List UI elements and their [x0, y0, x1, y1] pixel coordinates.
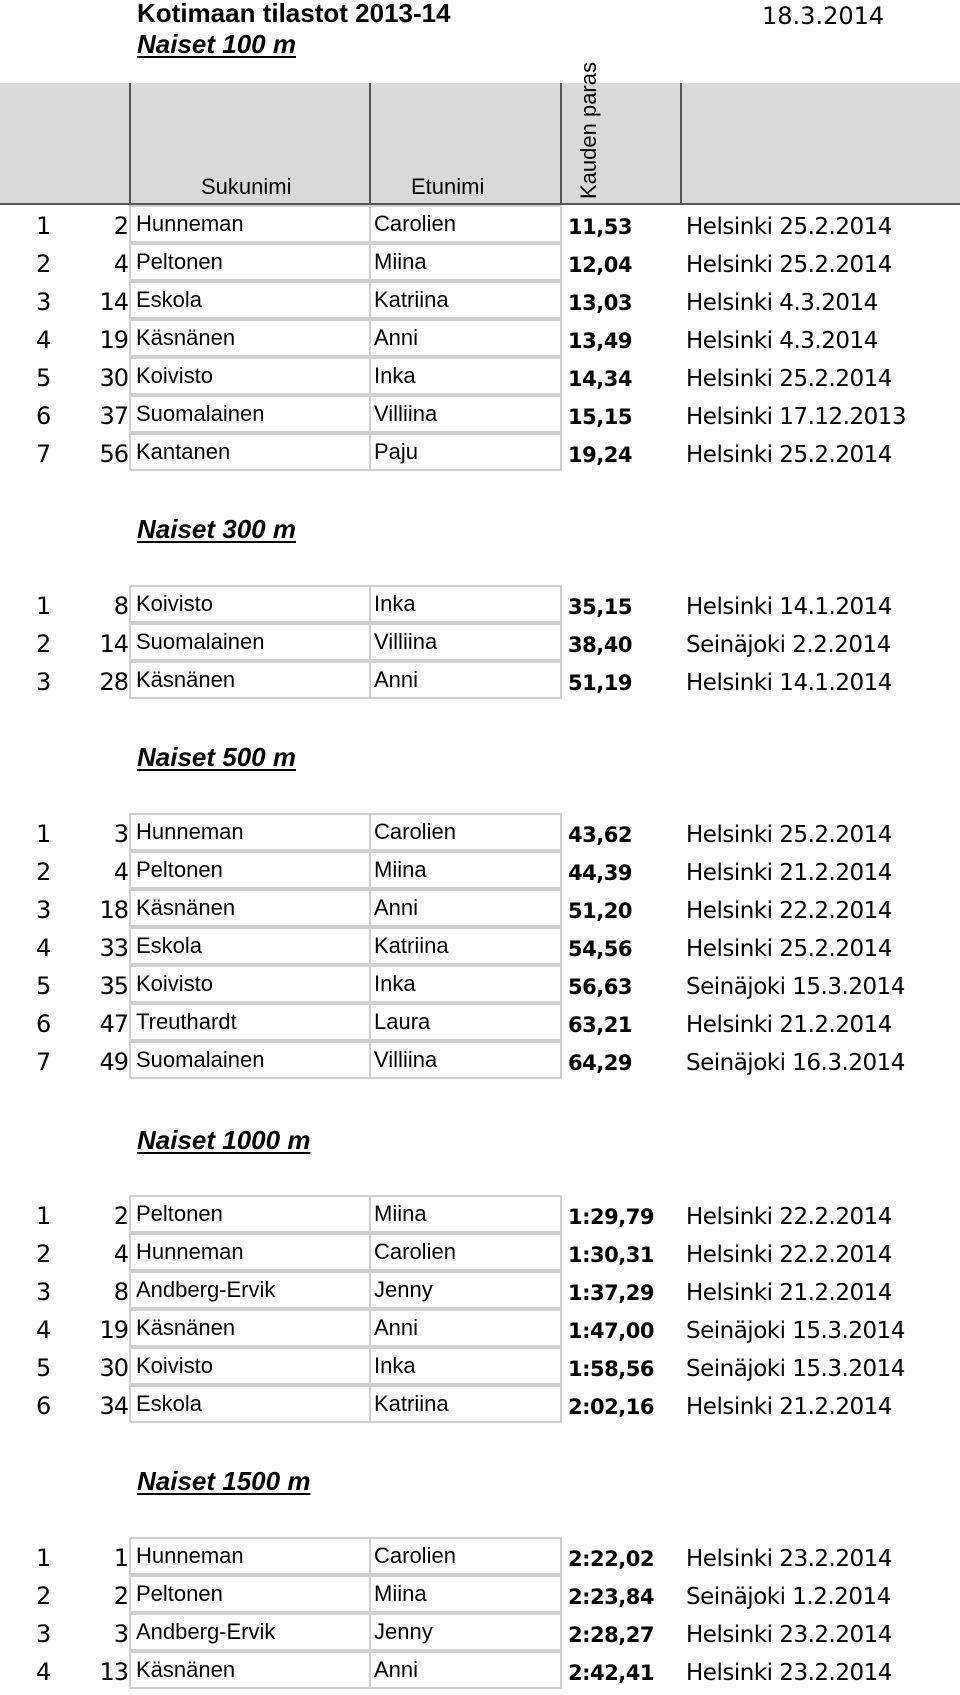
table-row [0, 1575, 960, 1613]
season-best: 14,34 [568, 367, 632, 391]
position-number: 2 [36, 630, 51, 658]
rank-number: 3 [113, 820, 128, 848]
table-row [0, 1003, 960, 1041]
surname: Koivisto [136, 1353, 214, 1378]
stats-date: 18.3.2014 [762, 2, 885, 30]
rank-number: 4 [113, 1240, 128, 1268]
surname: Andberg-Ervik [136, 1277, 276, 1302]
surname: Koivisto [136, 363, 214, 388]
surname: Andberg-Ervik [136, 1619, 276, 1644]
venue-date: Helsinki 22.2.2014 [686, 1242, 892, 1268]
rank-number: 14 [99, 630, 128, 658]
venue-date: Helsinki 23.2.2014 [686, 1622, 892, 1648]
position-number: 6 [36, 402, 51, 430]
season-best: 2:28,27 [568, 1623, 654, 1647]
position-number: 5 [36, 364, 51, 392]
table-row [0, 813, 960, 851]
rank-number: 30 [99, 1354, 128, 1382]
rank-number: 2 [113, 1202, 128, 1230]
position-number: 1 [36, 592, 51, 620]
surname: Hunneman [136, 1543, 244, 1568]
rank-number: 33 [99, 934, 128, 962]
table-row [0, 1537, 960, 1575]
position-number: 2 [36, 1240, 51, 1268]
table-row [0, 205, 960, 243]
surname: Käsnänen [136, 667, 236, 692]
surname: Treuthardt [136, 1009, 237, 1034]
position-number: 6 [36, 1392, 51, 1420]
header-sukunimi-cell [129, 83, 371, 203]
firstname: Anni [374, 667, 419, 692]
season-best: 38,40 [568, 633, 632, 657]
season-best: 2:42,41 [568, 1661, 654, 1685]
position-number: 3 [36, 1278, 51, 1306]
rank-number: 56 [99, 440, 128, 468]
firstname: Villiina [374, 1047, 438, 1072]
season-best: 1:58,56 [568, 1357, 654, 1381]
position-number: 4 [36, 934, 51, 962]
season-best: 1:47,00 [568, 1319, 654, 1343]
table-row [0, 1271, 960, 1309]
rank-number: 19 [99, 1316, 128, 1344]
firstname: Anni [374, 1315, 419, 1340]
table-row [0, 357, 960, 395]
venue-date: Seinäjoki 15.3.2014 [686, 1356, 905, 1382]
firstname: Laura [374, 1009, 431, 1034]
position-number: 7 [36, 440, 51, 468]
rank-number: 18 [99, 896, 128, 924]
position-number: 5 [36, 972, 51, 1000]
venue-date: Helsinki 14.1.2014 [686, 670, 892, 696]
season-best: 64,29 [568, 1051, 632, 1075]
surname: Käsnänen [136, 895, 236, 920]
table-row [0, 623, 960, 661]
season-best: 2:23,84 [568, 1585, 654, 1609]
table-row [0, 395, 960, 433]
position-number: 1 [36, 212, 51, 240]
venue-date: Helsinki 25.2.2014 [686, 252, 892, 278]
venue-date: Seinäjoki 15.3.2014 [686, 1318, 905, 1344]
table-row [0, 319, 960, 357]
table-row [0, 433, 960, 471]
rank-number: 28 [99, 668, 128, 696]
section-title: Naiset 100 m [137, 29, 296, 59]
season-best: 15,15 [568, 405, 632, 429]
season-best: 2:02,16 [568, 1395, 654, 1419]
surname: Hunneman [136, 1239, 244, 1264]
table-row [0, 243, 960, 281]
venue-date: Helsinki 4.3.2014 [686, 328, 878, 354]
firstname: Anni [374, 895, 419, 920]
venue-date: Helsinki 21.2.2014 [686, 860, 892, 886]
table-header [0, 62, 960, 205]
surname: Koivisto [136, 591, 214, 616]
rank-number: 4 [113, 858, 128, 886]
section-title: Naiset 300 m [137, 514, 296, 544]
firstname: Carolien [374, 1543, 456, 1568]
firstname: Miina [374, 857, 427, 882]
surname: Käsnänen [136, 1657, 236, 1682]
venue-date: Helsinki 22.2.2014 [686, 1204, 892, 1230]
header-sukunimi: Sukunimi [201, 174, 292, 199]
surname: Eskola [136, 933, 203, 958]
venue-date: Helsinki 25.2.2014 [686, 366, 892, 392]
surname: Kantanen [136, 439, 231, 464]
firstname: Villiina [374, 401, 438, 426]
rank-number: 2 [113, 212, 128, 240]
season-best: 1:29,79 [568, 1205, 654, 1229]
position-number: 1 [36, 1202, 51, 1230]
season-best: 35,15 [568, 595, 632, 619]
surname: Käsnänen [136, 1315, 236, 1340]
table-row [0, 1233, 960, 1271]
venue-date: Helsinki 25.2.2014 [686, 214, 892, 240]
position-number: 3 [36, 668, 51, 696]
header-paikkakunta-cell [680, 83, 960, 203]
rank-number: 4 [113, 250, 128, 278]
rank-number: 30 [99, 364, 128, 392]
surname: Peltonen [136, 857, 223, 882]
venue-date: Helsinki 25.2.2014 [686, 442, 892, 468]
firstname: Katriina [374, 287, 449, 312]
rank-number: 2 [113, 1582, 128, 1610]
rank-number: 35 [99, 972, 128, 1000]
position-number: 4 [36, 1658, 51, 1686]
season-best: 1:30,31 [568, 1243, 654, 1267]
rank-number: 49 [99, 1048, 128, 1076]
header-etunimi: Etunimi [411, 174, 485, 199]
surname: Hunneman [136, 211, 244, 236]
rank-number: 37 [99, 402, 128, 430]
firstname: Carolien [374, 819, 456, 844]
position-number: 1 [36, 1544, 51, 1572]
table-row [0, 1041, 960, 1079]
firstname: Jenny [374, 1619, 433, 1644]
season-best: 11,53 [568, 215, 632, 239]
page-title: Kotimaan tilastot 2013-14 [137, 0, 451, 28]
surname: Suomalainen [136, 629, 265, 654]
season-best: 56,63 [568, 975, 632, 999]
rank-number: 14 [99, 288, 128, 316]
firstname: Carolien [374, 211, 456, 236]
position-number: 2 [36, 250, 51, 278]
surname: Peltonen [136, 249, 223, 274]
position-number: 4 [36, 326, 51, 354]
season-best: 43,62 [568, 823, 632, 847]
season-best: 12,04 [568, 253, 632, 277]
surname: Suomalainen [136, 1047, 265, 1072]
table-row [0, 1613, 960, 1651]
table-row [0, 889, 960, 927]
firstname: Anni [374, 325, 419, 350]
position-number: 5 [36, 1354, 51, 1382]
venue-date: Helsinki 21.2.2014 [686, 1280, 892, 1306]
rank-number: 8 [113, 1278, 128, 1306]
season-best: 54,56 [568, 937, 632, 961]
header-paras: Kauden paras [576, 62, 601, 199]
season-best: 13,49 [568, 329, 632, 353]
venue-date: Helsinki 17.12.2013 [686, 404, 906, 430]
firstname: Inka [374, 971, 416, 996]
table-row [0, 851, 960, 889]
venue-date: Seinäjoki 2.2.2014 [686, 632, 891, 658]
venue-date: Seinäjoki 1.2.2014 [686, 1584, 891, 1610]
surname: Peltonen [136, 1581, 223, 1606]
venue-date: Helsinki 21.2.2014 [686, 1394, 892, 1420]
firstname: Miina [374, 1581, 427, 1606]
season-best: 44,39 [568, 861, 632, 885]
firstname: Inka [374, 591, 416, 616]
firstname: Villiina [374, 629, 438, 654]
table-row [0, 281, 960, 319]
position-number: 1 [36, 820, 51, 848]
surname: Peltonen [136, 1201, 223, 1226]
firstname: Anni [374, 1657, 419, 1682]
venue-date: Helsinki 21.2.2014 [686, 1012, 892, 1038]
season-best: 51,20 [568, 899, 632, 923]
position-number: 2 [36, 1582, 51, 1610]
firstname: Jenny [374, 1277, 433, 1302]
season-best: 13,03 [568, 291, 632, 315]
header-etunimi-cell [369, 83, 562, 203]
firstname: Katriina [374, 933, 449, 958]
table-row [0, 1651, 960, 1689]
position-number: 3 [36, 896, 51, 924]
table-row [0, 1385, 960, 1423]
surname: Hunneman [136, 819, 244, 844]
venue-date: Helsinki 23.2.2014 [686, 1546, 892, 1572]
rank-number: 3 [113, 1620, 128, 1648]
surname: Koivisto [136, 971, 214, 996]
venue-date: Helsinki 14.1.2014 [686, 594, 892, 620]
firstname: Inka [374, 363, 416, 388]
rank-number: 47 [99, 1010, 128, 1038]
firstname: Miina [374, 1201, 427, 1226]
rank-number: 13 [99, 1658, 128, 1686]
firstname: Carolien [374, 1239, 456, 1264]
position-number: 6 [36, 1010, 51, 1038]
position-number: 7 [36, 1048, 51, 1076]
firstname: Katriina [374, 1391, 449, 1416]
season-best: 2:22,02 [568, 1547, 654, 1571]
header-paras-cell [560, 62, 682, 203]
section-title: Naiset 1000 m [137, 1125, 311, 1155]
table-row [0, 927, 960, 965]
firstname: Miina [374, 249, 427, 274]
season-best: 1:37,29 [568, 1281, 654, 1305]
venue-date: Helsinki 23.2.2014 [686, 1660, 892, 1686]
surname: Eskola [136, 287, 203, 312]
table-row [0, 661, 960, 699]
venue-date: Helsinki 4.3.2014 [686, 290, 878, 316]
position-number: 4 [36, 1316, 51, 1344]
rank-number: 8 [113, 592, 128, 620]
table-row [0, 965, 960, 1003]
rank-number: 19 [99, 326, 128, 354]
table-row [0, 1347, 960, 1385]
position-number: 3 [36, 288, 51, 316]
position-number: 3 [36, 1620, 51, 1648]
season-best: 51,19 [568, 671, 632, 695]
position-number: 2 [36, 858, 51, 886]
venue-date: Helsinki 22.2.2014 [686, 898, 892, 924]
firstname: Inka [374, 1353, 416, 1378]
venue-date: Helsinki 25.2.2014 [686, 936, 892, 962]
surname: Eskola [136, 1391, 203, 1416]
section-title: Naiset 1500 m [137, 1466, 311, 1496]
surname: Suomalainen [136, 401, 265, 426]
table-row [0, 1309, 960, 1347]
rank-number: 34 [99, 1392, 128, 1420]
season-best: 63,21 [568, 1013, 632, 1037]
venue-date: Seinäjoki 16.3.2014 [686, 1050, 905, 1076]
venue-date: Helsinki 25.2.2014 [686, 822, 892, 848]
table-row [0, 1195, 960, 1233]
surname: Käsnänen [136, 325, 236, 350]
section-title: Naiset 500 m [137, 742, 296, 772]
rank-number: 1 [113, 1544, 128, 1572]
venue-date: Seinäjoki 15.3.2014 [686, 974, 905, 1000]
firstname: Paju [374, 439, 419, 464]
table-row [0, 585, 960, 623]
season-best: 19,24 [568, 443, 632, 467]
